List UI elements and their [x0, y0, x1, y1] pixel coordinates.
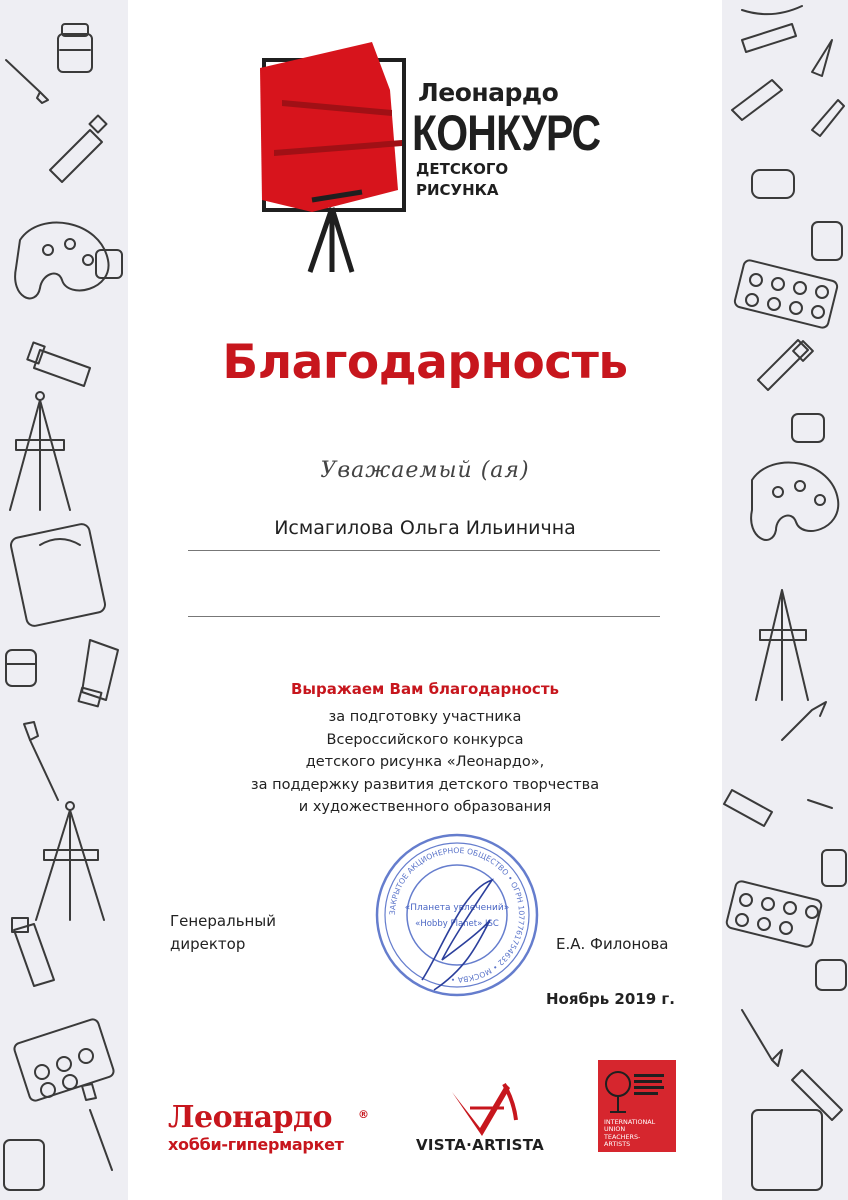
company-stamp: [372, 830, 542, 1000]
registered-mark: ®: [358, 1108, 369, 1121]
iu-line: UNION: [604, 1125, 626, 1134]
iu-line: TEACHERS-: [604, 1132, 641, 1141]
right-art-border: [722, 0, 848, 1200]
thanks-body: [128, 706, 722, 819]
stamp-ring-text: ЗАКРЫТОЕ АКЦИОНЕРНОЕ ОБЩЕСТВО • ОГРН 1077761754632 • МОСКВА •: [387, 845, 527, 985]
greeting: Уважаемый (ая): [320, 458, 530, 483]
certificate-title: Благодарность: [222, 335, 628, 390]
certificate-paper: [128, 0, 722, 1200]
iu-line: ARTISTS: [604, 1140, 631, 1149]
sponsor-leonardo-tagline: хобби-гипермаркет: [168, 1135, 344, 1154]
body-line: Всероссийского конкурса: [326, 731, 524, 748]
sponsor-leonardo-name: Леонардо: [168, 1100, 333, 1135]
signer-name: Е.А. Филонова: [556, 935, 669, 953]
recipient-name: Исмагилова Ольга Ильинична: [274, 517, 576, 539]
stamp-center-line1: «Планета увлечений»: [404, 903, 510, 913]
signer-role-line1: Генеральный: [170, 912, 276, 930]
body-line: и художественного образования: [298, 799, 552, 815]
body-line: за подготовку участника: [328, 709, 522, 725]
thanks-headline: Выражаем Вам благодарность: [290, 680, 560, 698]
body-line: детского рисунка «Леонардо»,: [305, 754, 545, 770]
signer-role-line2: директор: [170, 935, 246, 953]
easel-logo-icon: [252, 40, 412, 280]
left-art-border: [0, 0, 128, 1200]
iu-line: INTERNATIONAL: [604, 1118, 656, 1126]
logo-subline-1: ДЕТСКОГО: [416, 160, 509, 178]
art-supplies-pattern-icon: [4, 24, 122, 1190]
body-line: за поддержку развития детского творчества: [250, 776, 600, 793]
union-emblem-icon: [598, 1060, 676, 1116]
international-union-text: [604, 1119, 676, 1149]
vista-artista-logo-icon: [448, 1078, 528, 1138]
issue-date: Ноябрь 2019 г.: [546, 990, 675, 1008]
blank-underline: [188, 616, 660, 617]
logo-brand: Леонардо: [418, 78, 559, 107]
name-underline: [188, 550, 660, 551]
logo-subline-2: РИСУНКА: [416, 181, 499, 199]
art-supplies-pattern-icon: [724, 6, 846, 1190]
stamp-center-line2: «Hobby Planet» JSC: [415, 919, 499, 929]
logo-headline: КОНКУРС: [412, 105, 601, 161]
sponsor-vista-artista: VISTA·ARTISTA: [416, 1136, 545, 1154]
